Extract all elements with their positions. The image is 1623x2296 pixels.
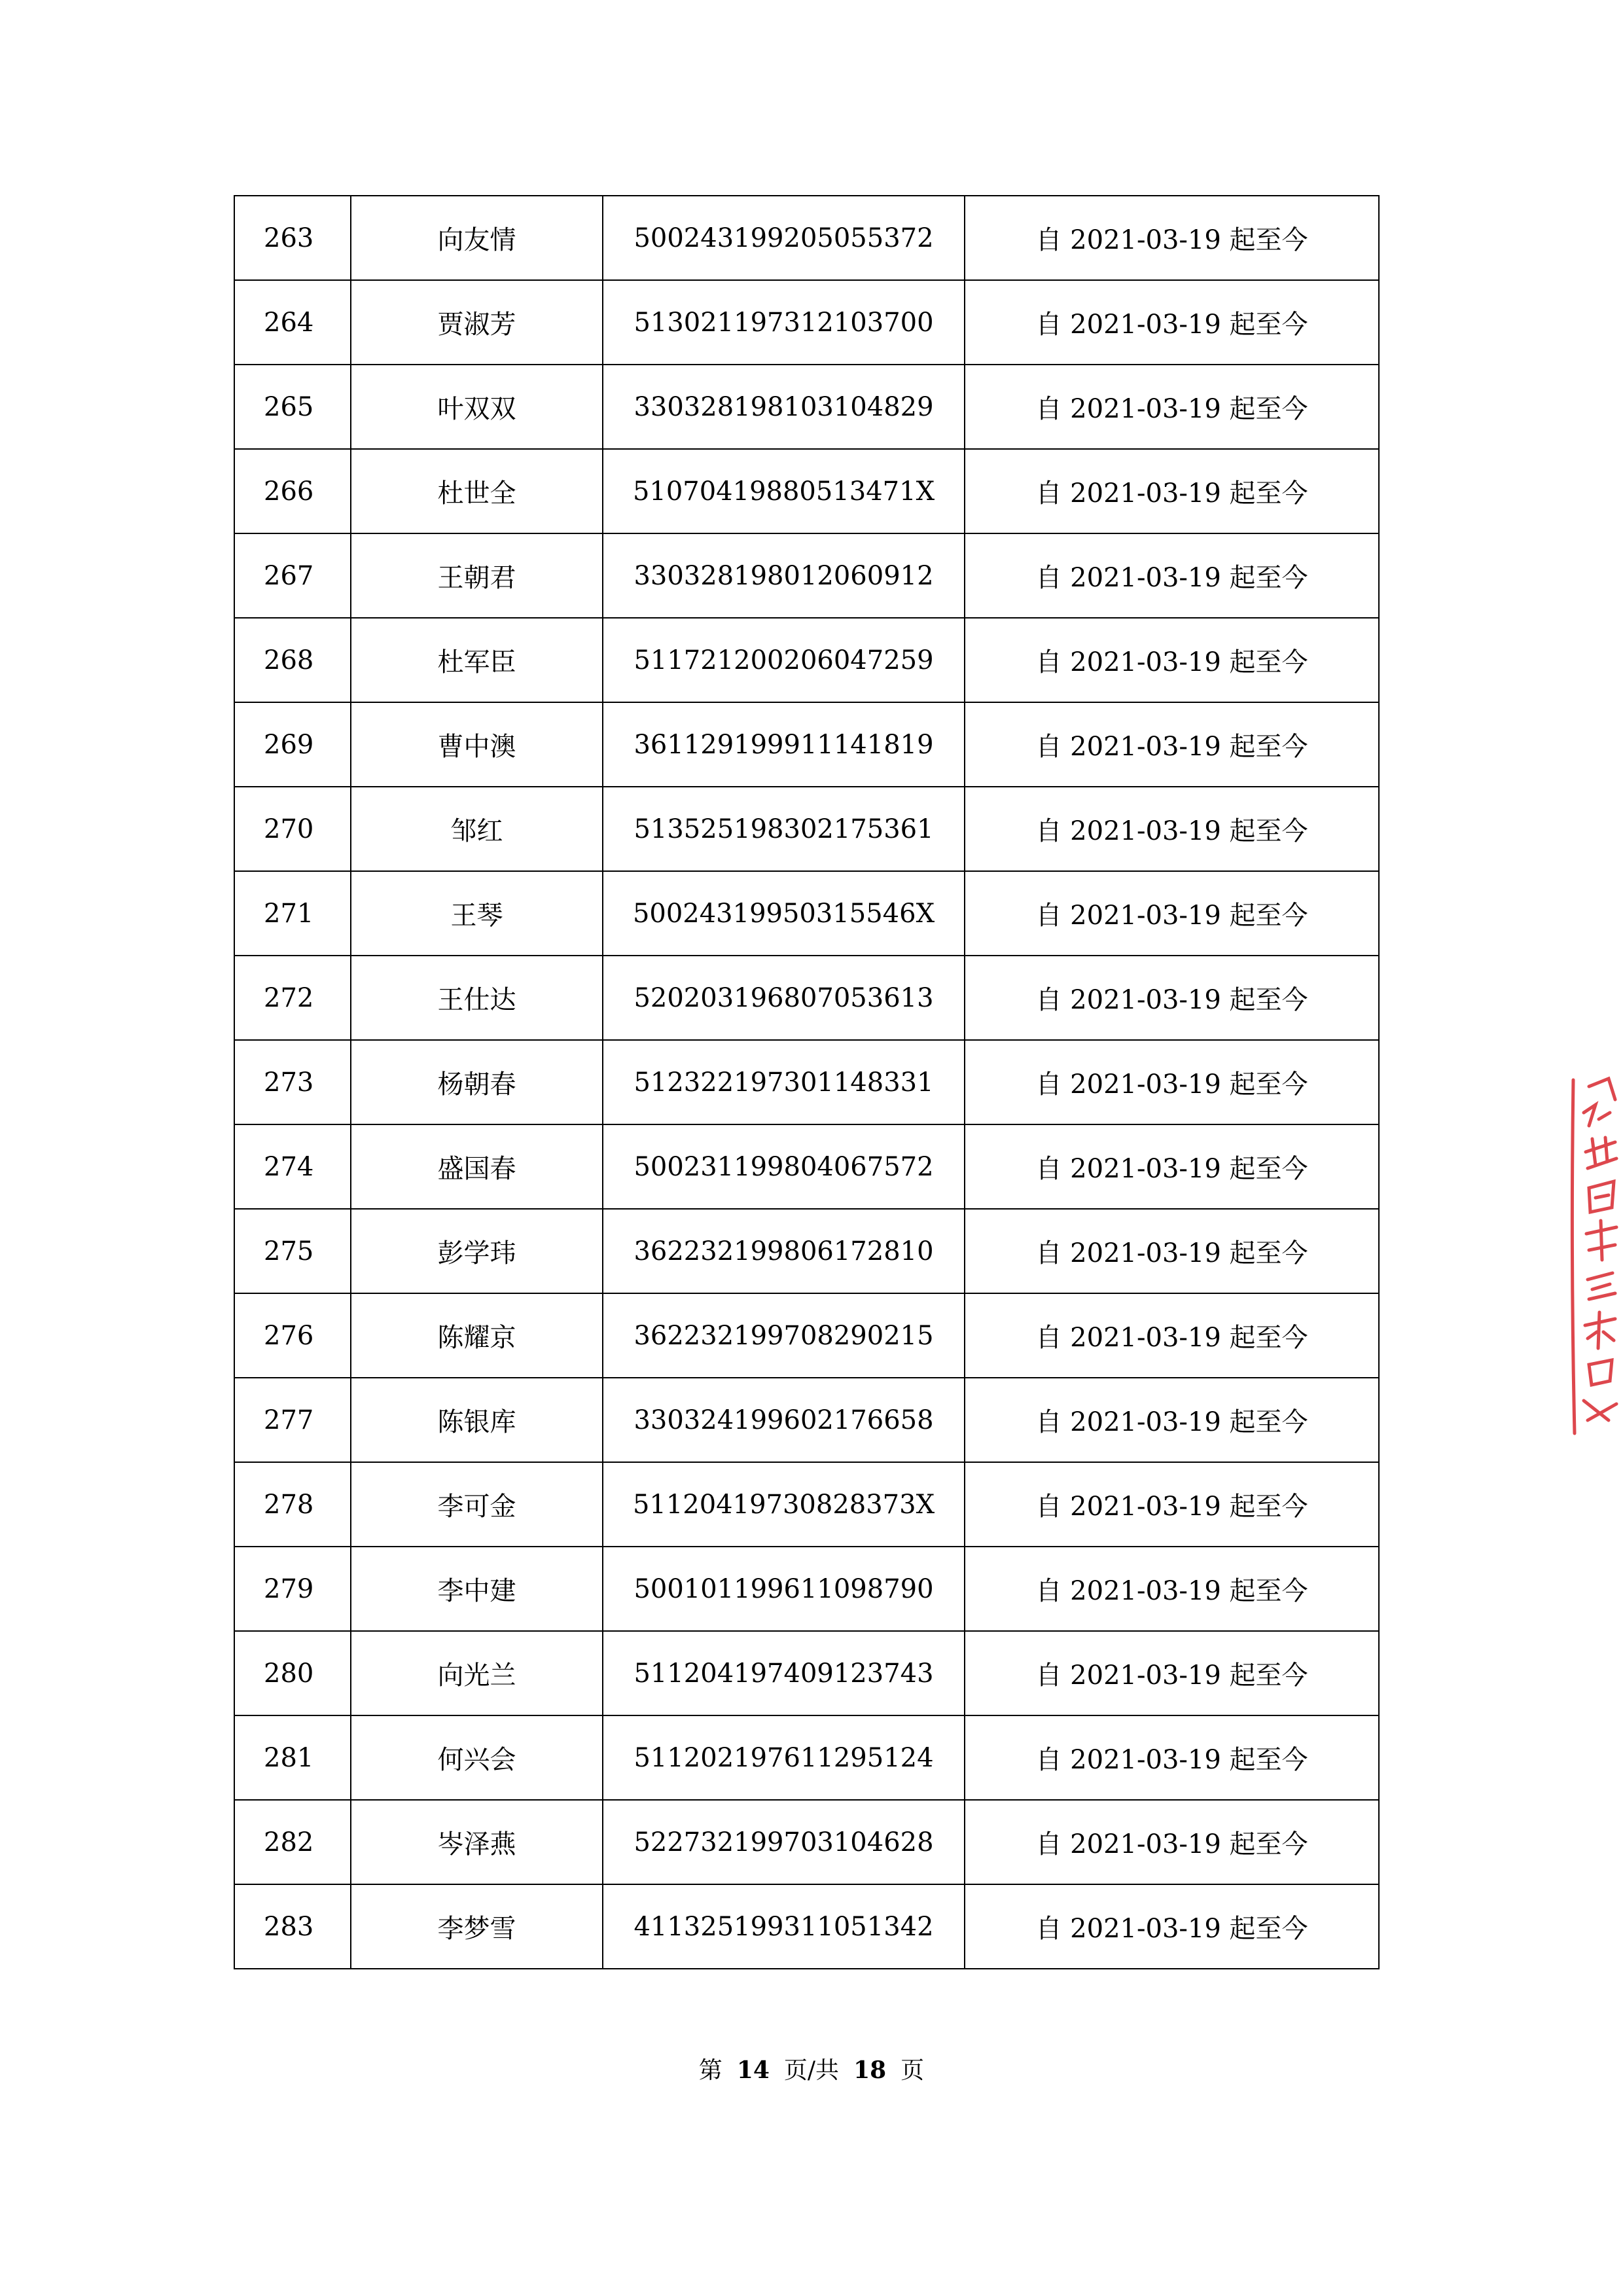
table-row <box>234 1715 1379 1800</box>
table-row <box>234 618 1379 702</box>
row-number-cell: 282 <box>234 1800 351 1884</box>
name-cell: 贾淑芳 <box>351 280 603 365</box>
row-number-cell: 273 <box>234 1040 351 1124</box>
row-number-cell: 270 <box>234 787 351 871</box>
period-cell: 自 2021-03-19 起至今 <box>965 196 1379 280</box>
id-number-cell: 330328198012060912 <box>603 533 965 618</box>
period-cell: 自 2021-03-19 起至今 <box>965 280 1379 365</box>
period-cell: 自 2021-03-19 起至今 <box>965 1040 1379 1124</box>
id-number-cell: 362232199708290215 <box>603 1293 965 1378</box>
period-cell: 自 2021-03-19 起至今 <box>965 871 1379 956</box>
name-cell: 彭学玮 <box>351 1209 603 1293</box>
page-footer-prefix: 第 <box>698 2057 722 2084</box>
row-number-cell: 278 <box>234 1462 351 1547</box>
name-cell: 向光兰 <box>351 1631 603 1715</box>
table-row <box>234 702 1379 787</box>
row-number-cell: 272 <box>234 956 351 1040</box>
period-cell: 自 2021-03-19 起至今 <box>965 1631 1379 1715</box>
table-row <box>234 365 1379 449</box>
id-number-cell: 522732199703104628 <box>603 1800 965 1884</box>
period-cell: 自 2021-03-19 起至今 <box>965 1715 1379 1800</box>
table-row <box>234 1124 1379 1209</box>
table-row <box>234 1631 1379 1715</box>
name-cell: 杜军臣 <box>351 618 603 702</box>
period-cell: 自 2021-03-19 起至今 <box>965 618 1379 702</box>
period-cell: 自 2021-03-19 起至今 <box>965 1462 1379 1547</box>
id-number-cell: 361129199911141819 <box>603 702 965 787</box>
period-cell: 自 2021-03-19 起至今 <box>965 787 1379 871</box>
name-cell: 杨朝春 <box>351 1040 603 1124</box>
id-number-cell: 362232199806172810 <box>603 1209 965 1293</box>
period-cell: 自 2021-03-19 起至今 <box>965 702 1379 787</box>
current-page-number: 14 <box>736 2056 770 2084</box>
table-row <box>234 1209 1379 1293</box>
table-row <box>234 871 1379 956</box>
row-number-cell: 268 <box>234 618 351 702</box>
red-seal-fragment-icon <box>1569 1073 1623 1440</box>
id-number-cell: 51070419880513471X <box>603 449 965 533</box>
name-cell: 陈耀京 <box>351 1293 603 1378</box>
row-number-cell: 277 <box>234 1378 351 1462</box>
id-number-cell: 511202197611295124 <box>603 1715 965 1800</box>
period-cell: 自 2021-03-19 起至今 <box>965 449 1379 533</box>
period-cell: 自 2021-03-19 起至今 <box>965 365 1379 449</box>
name-cell: 向友情 <box>351 196 603 280</box>
roster-table <box>234 195 1380 1969</box>
name-cell: 李中建 <box>351 1547 603 1631</box>
id-number-cell: 512322197301148331 <box>603 1040 965 1124</box>
table-row <box>234 1547 1379 1631</box>
name-cell: 叶双双 <box>351 365 603 449</box>
row-number-cell: 283 <box>234 1884 351 1969</box>
table-row <box>234 449 1379 533</box>
page-footer-suffix: 页 <box>901 2057 925 2084</box>
table-row <box>234 787 1379 871</box>
row-number-cell: 279 <box>234 1547 351 1631</box>
row-number-cell: 264 <box>234 280 351 365</box>
name-cell: 陈银库 <box>351 1378 603 1462</box>
total-page-count: 18 <box>853 2056 887 2084</box>
id-number-cell: 411325199311051342 <box>603 1884 965 1969</box>
row-number-cell: 281 <box>234 1715 351 1800</box>
period-cell: 自 2021-03-19 起至今 <box>965 1884 1379 1969</box>
id-number-cell: 330324199602176658 <box>603 1378 965 1462</box>
row-number-cell: 263 <box>234 196 351 280</box>
row-number-cell: 275 <box>234 1209 351 1293</box>
table-row <box>234 1462 1379 1547</box>
name-cell: 杜世全 <box>351 449 603 533</box>
row-number-cell: 265 <box>234 365 351 449</box>
table-row <box>234 1040 1379 1124</box>
roster-table-body <box>234 196 1379 1969</box>
name-cell: 李可金 <box>351 1462 603 1547</box>
period-cell: 自 2021-03-19 起至今 <box>965 1378 1379 1462</box>
table-row <box>234 533 1379 618</box>
name-cell: 李梦雪 <box>351 1884 603 1969</box>
table-row <box>234 1293 1379 1378</box>
name-cell: 盛国春 <box>351 1124 603 1209</box>
name-cell: 邹红 <box>351 787 603 871</box>
period-cell: 自 2021-03-19 起至今 <box>965 956 1379 1040</box>
period-cell: 自 2021-03-19 起至今 <box>965 1547 1379 1631</box>
period-cell: 自 2021-03-19 起至今 <box>965 1800 1379 1884</box>
table-row <box>234 1378 1379 1462</box>
page-footer <box>0 2052 1623 2085</box>
id-number-cell: 513525198302175361 <box>603 787 965 871</box>
page-footer-middle: 页/共 <box>783 2057 840 2084</box>
id-number-cell: 500101199611098790 <box>603 1547 965 1631</box>
id-number-cell: 330328198103104829 <box>603 365 965 449</box>
name-cell: 王琴 <box>351 871 603 956</box>
period-cell: 自 2021-03-19 起至今 <box>965 1293 1379 1378</box>
table-row <box>234 280 1379 365</box>
id-number-cell: 51120419730828373X <box>603 1462 965 1547</box>
table-row <box>234 196 1379 280</box>
id-number-cell: 500243199205055372 <box>603 196 965 280</box>
id-number-cell: 513021197312103700 <box>603 280 965 365</box>
id-number-cell: 520203196807053613 <box>603 956 965 1040</box>
period-cell: 自 2021-03-19 起至今 <box>965 1209 1379 1293</box>
row-number-cell: 269 <box>234 702 351 787</box>
row-number-cell: 267 <box>234 533 351 618</box>
id-number-cell: 511721200206047259 <box>603 618 965 702</box>
id-number-cell: 50024319950315546X <box>603 871 965 956</box>
row-number-cell: 276 <box>234 1293 351 1378</box>
name-cell: 王仕达 <box>351 956 603 1040</box>
name-cell: 岑泽燕 <box>351 1800 603 1884</box>
table-row <box>234 956 1379 1040</box>
row-number-cell: 266 <box>234 449 351 533</box>
row-number-cell: 271 <box>234 871 351 956</box>
seal-graphic <box>1569 1073 1623 1440</box>
table-row <box>234 1800 1379 1884</box>
period-cell: 自 2021-03-19 起至今 <box>965 1124 1379 1209</box>
table-row <box>234 1884 1379 1969</box>
id-number-cell: 511204197409123743 <box>603 1631 965 1715</box>
id-number-cell: 500231199804067572 <box>603 1124 965 1209</box>
name-cell: 何兴会 <box>351 1715 603 1800</box>
name-cell: 王朝君 <box>351 533 603 618</box>
row-number-cell: 280 <box>234 1631 351 1715</box>
name-cell: 曹中澳 <box>351 702 603 787</box>
period-cell: 自 2021-03-19 起至今 <box>965 533 1379 618</box>
row-number-cell: 274 <box>234 1124 351 1209</box>
